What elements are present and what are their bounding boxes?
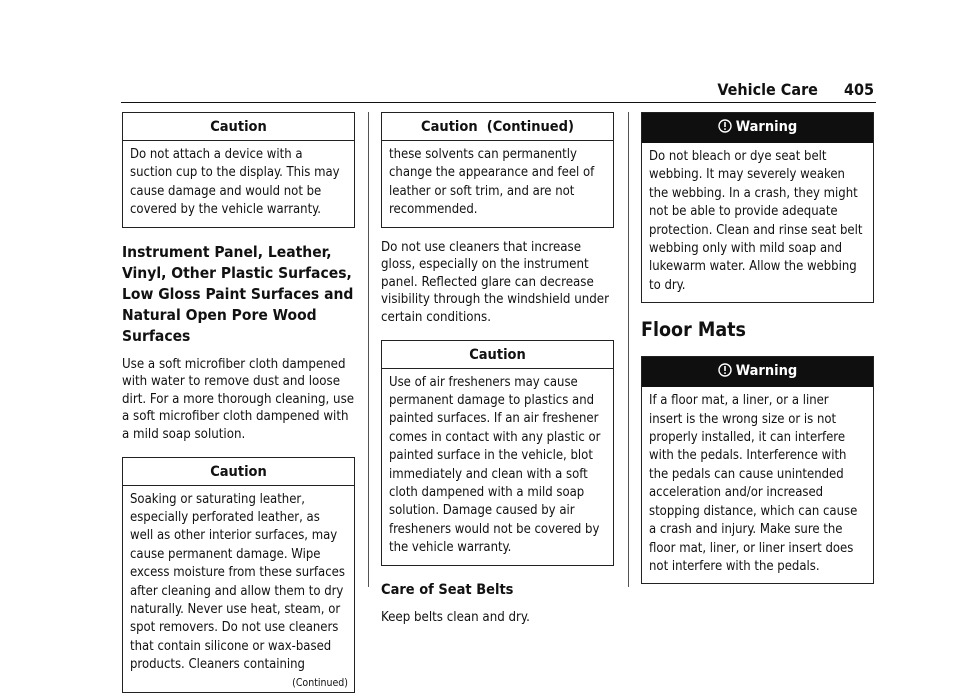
caution-text: Use of air fresheners may cause permanent damage to plastics and painted surfaces. If an air freshener comes in contact with any plastic or painted surface in the vehicle, blot immediately and clean with a soft cloth dampened with a mild soap solution. Damage caused by air fresheners would not be covered by the vehicle warranty. xyxy=(389,374,601,556)
continued-label: (Continued) xyxy=(292,676,348,689)
page-header xyxy=(717,80,874,99)
warning-title: Warning xyxy=(735,119,798,135)
caution-text: Soaking or saturating leather, especially perforated leather, as well as other interior surfaces, may cause permanent damage. Wipe excess moisture from these surfaces after cleaning and allow them to dry naturally. Never use heat, steam, or spot removers. Do not use cleaners that contain silicone or wax-based products. Cleaners containing xyxy=(130,491,345,673)
body-paragraph: Keep belts clean and dry. xyxy=(381,609,530,625)
warning-header xyxy=(642,357,873,387)
section-heading: Instrument Panel, Leather, Vinyl, Other Plastic Surfaces, Low Gloss Paint Surfaces and Natural Open Pore Wood Surfaces xyxy=(122,242,354,345)
warning-circle-icon xyxy=(718,363,732,382)
caution-box xyxy=(122,457,355,693)
caution-box xyxy=(122,112,355,228)
caution-title: Caution xyxy=(382,341,613,369)
section-heading: Care of Seat Belts xyxy=(381,581,514,598)
column-divider-2 xyxy=(628,112,629,587)
body-paragraph: Use a soft microfiber cloth dampened with water to remove dust and loose dirt. For a more thorough cleaning, use a soft microfiber cloth dampened with a mild soap solution. xyxy=(122,356,355,442)
warning-title: Warning xyxy=(735,363,798,380)
caution-continued-box xyxy=(381,112,614,228)
caution-title: Caution (Continued) xyxy=(382,113,613,141)
caution-box xyxy=(381,340,614,566)
column-divider-1 xyxy=(368,112,369,587)
section-name: Vehicle Care xyxy=(717,80,818,99)
column-2 xyxy=(381,112,614,639)
column-1 xyxy=(122,112,355,693)
column-3 xyxy=(641,112,874,584)
warning-box xyxy=(641,112,874,303)
warning-text: Do not bleach or dye seat belt webbing. It may severely weaken the webbing. In a crash, they might not be able to provide adequate protection. Clean and rinse seat belt webbing only with mild soap and lukewarm water. Allow the webbing to dry. xyxy=(649,149,863,293)
warning-box xyxy=(641,356,874,584)
caution-title: Caution xyxy=(123,458,354,486)
body-paragraph: Do not use cleaners that increase gloss, especially on the instrument panel. Reflected glare can decrease visibility through the windshield under certain conditions. xyxy=(381,239,609,325)
page-number: 405 xyxy=(843,80,874,99)
warning-header xyxy=(642,113,873,143)
caution-title: Caution xyxy=(123,113,354,141)
caution-text: Do not attach a device with a suction cup to the display. This may cause damage and would not be covered by the vehicle warranty. xyxy=(130,147,340,218)
caution-text: these solvents can permanently change the appearance and feel of leather or soft trim, and are not recommended. xyxy=(389,147,595,218)
header-rule xyxy=(121,102,876,103)
warning-circle-icon xyxy=(718,119,732,138)
section-title: Floor Mats xyxy=(641,318,746,342)
warning-text: If a floor mat, a liner, or a liner insert is the wrong size or is not properly installed, it can interfere with the pedals. Interference with the pedals can cause unintended acceleration and/or increased stopping distance, which can cause a crash and injury. Make sure the floor mat, liner, or liner insert does not interfere with the pedals. xyxy=(649,393,858,574)
